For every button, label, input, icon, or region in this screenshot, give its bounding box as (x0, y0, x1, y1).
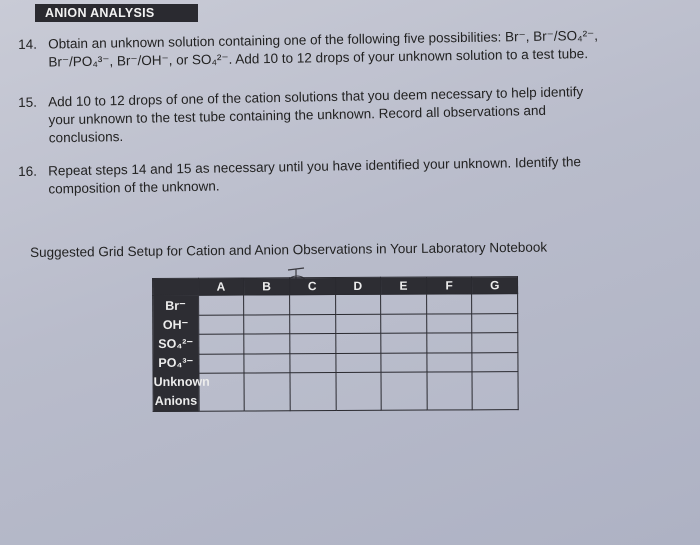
grid-caption: Suggested Grid Setup for Cation and Anion Observations in Your Laboratory Notebook (30, 239, 548, 260)
grid-cell[interactable] (472, 313, 518, 333)
grid-row (153, 352, 518, 373)
step-text (48, 153, 581, 198)
grid-cell[interactable] (290, 373, 336, 411)
grid-row-label: Anions (154, 393, 198, 408)
grid-corner (153, 278, 199, 295)
step-line: Br⁻/PO₄³⁻, Br⁻/OH⁻, or SO₄²⁻. Add 10 to 12 drops of your unknown solution to a test tube. (48, 46, 589, 70)
grid-column-header: C (289, 278, 335, 295)
grid-cell[interactable] (472, 333, 518, 353)
grid-column-header: F (426, 277, 472, 294)
grid-cell[interactable] (335, 333, 381, 353)
grid-row (153, 294, 518, 315)
grid-cell[interactable] (426, 294, 472, 314)
grid-cell[interactable] (289, 295, 335, 315)
grid-row-label: SO₄²⁻ (158, 336, 194, 351)
grid-row (153, 313, 518, 334)
grid-cell[interactable] (290, 353, 336, 373)
grid-cell[interactable] (427, 372, 473, 410)
grid-cell[interactable] (290, 314, 336, 334)
step-line: conclusions. (48, 128, 124, 146)
step-number: 15. (18, 94, 38, 110)
grid-cell[interactable] (198, 295, 244, 315)
grid-cell[interactable] (472, 372, 518, 410)
grid-column-header: A (198, 278, 244, 295)
grid-column-header: G (472, 277, 518, 294)
grid-column-header: B (244, 278, 290, 295)
grid-row-label: PO₄³⁻ (158, 355, 194, 370)
grid-cell[interactable] (381, 353, 427, 373)
step-text (48, 27, 598, 72)
observation-table (152, 276, 519, 412)
grid-cell[interactable] (381, 333, 427, 353)
grid-row-label: OH⁻ (162, 317, 189, 332)
grid-row-labels (153, 295, 210, 411)
step-line: Add 10 to 12 drops of one of the cation solutions that you deem necessary to help identify (48, 84, 584, 110)
grid-cell[interactable] (244, 353, 290, 373)
step-line: your unknown to the test tube containing the unknown. Record all observations and (48, 102, 547, 128)
grid-row-label: Br⁻ (165, 298, 186, 313)
grid-cell[interactable] (335, 372, 381, 410)
grid-cell[interactable] (427, 333, 473, 353)
grid-cell[interactable] (472, 352, 518, 372)
step-line: composition of the unknown. (48, 178, 220, 197)
section-header: ANION ANALYSIS (35, 4, 198, 22)
grid-row-label: Unknown (153, 374, 210, 389)
grid-cell[interactable] (198, 315, 244, 335)
grid-cell[interactable] (198, 334, 244, 354)
step-number: 16. (18, 163, 38, 179)
grid-cell[interactable] (244, 334, 290, 354)
grid-row (153, 333, 518, 354)
grid-cell[interactable] (199, 354, 245, 374)
grid-cell[interactable] (381, 314, 427, 334)
grid-cell[interactable] (472, 294, 518, 314)
grid-cell[interactable] (244, 373, 290, 411)
grid-cell[interactable] (426, 313, 472, 333)
grid-cell[interactable] (335, 353, 381, 373)
grid-cell[interactable] (427, 352, 473, 372)
grid-cell[interactable] (381, 372, 427, 410)
step-line: Obtain an unknown solution containing one of the following five possibilities: Br⁻, Br⁻/SO₄²⁻, (48, 27, 599, 52)
observation-grid (152, 276, 519, 412)
grid-cell[interactable] (381, 294, 427, 314)
grid-column-header: E (381, 277, 427, 294)
grid-cell[interactable] (290, 334, 336, 354)
grid-cell[interactable] (244, 314, 290, 334)
step-line: Repeat steps 14 and 15 as necessary until you have identified your unknown. Identify the (48, 154, 582, 179)
step-number: 14. (18, 36, 38, 52)
grid-header-row (153, 277, 518, 296)
grid-cell[interactable] (335, 294, 381, 314)
grid-column-header: D (335, 277, 381, 294)
grid-cell[interactable] (335, 314, 381, 334)
grid-cell[interactable] (244, 295, 290, 315)
step-text (48, 83, 584, 147)
